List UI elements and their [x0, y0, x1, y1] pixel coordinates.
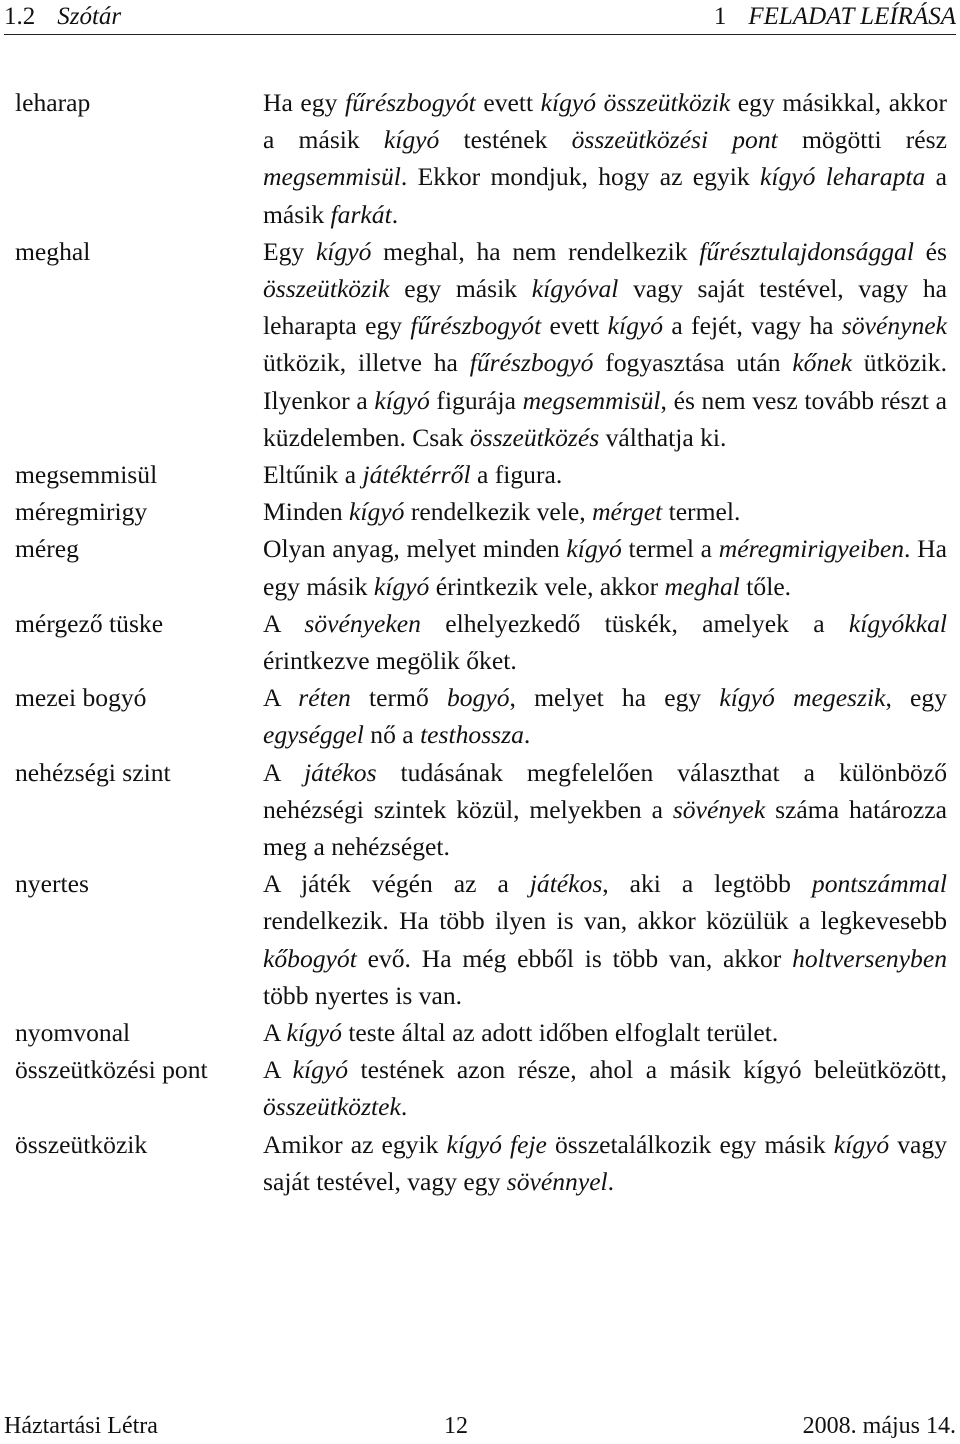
glossary-entry	[15, 754, 947, 866]
definition-term-reference: kígyó	[833, 1129, 890, 1159]
glossary-term: nyertes	[15, 869, 89, 899]
glossary-definition	[263, 530, 947, 604]
definition-term-reference: összeütköztek	[263, 1092, 401, 1122]
definition-text: válthatja ki.	[599, 422, 727, 452]
definition-text: .	[391, 199, 399, 229]
definition-term-reference: sövények	[672, 794, 766, 824]
definition-text: evett	[475, 88, 541, 117]
glossary-entry	[15, 493, 947, 530]
definition-text: rendelkezik. Ha több ilyen is van, akkor közülük a legkevesebb	[263, 906, 947, 936]
definition-term-reference: kígyó feje	[446, 1129, 547, 1159]
definition-term-reference: bogyó	[446, 683, 510, 713]
definition-text: Amikor az egyik	[263, 1129, 447, 1159]
definition-text	[815, 162, 825, 191]
definition-term-reference: fűrésztulajdonsággal	[699, 236, 914, 266]
running-header	[4, 0, 956, 35]
definition-text: figurája	[429, 385, 523, 415]
definition-term-reference: kígyó	[349, 497, 405, 527]
definition-text: fogyasztása után	[593, 348, 793, 378]
definition-text: evő. Ha még ebből is több van, akkor	[356, 943, 793, 973]
glossary-entry	[15, 530, 947, 604]
glossary-definition	[263, 1051, 947, 1125]
definition-text: elhelyezkedő tüskék, amelyek a	[420, 608, 849, 638]
glossary-term: megsemmisül	[15, 460, 158, 490]
definition-text: testének azon része, ahol a másik kígyó beleütközött,	[348, 1055, 947, 1085]
definition-term-reference: összeütközik	[263, 274, 390, 304]
definition-term-reference: sövénynek	[841, 311, 948, 341]
definition-term-reference: kígyó	[292, 1055, 349, 1085]
definition-term-reference: sövényeken	[304, 608, 421, 638]
definition-text: vagy saját testével, vagy egy	[263, 1129, 947, 1196]
definition-text: termel a	[621, 534, 719, 564]
definition-term-reference: játékos	[304, 757, 377, 787]
glossary-entry	[15, 1051, 947, 1125]
glossary-term: meghal	[15, 236, 91, 266]
definition-term-reference: meghal	[664, 571, 740, 601]
definition-text: teste által az adott időben elfoglalt terület.	[341, 1018, 779, 1048]
definition-text: . Ha egy másik	[263, 534, 947, 601]
definition-text: nő a	[363, 720, 421, 750]
glossary-term: nyomvonal	[15, 1018, 131, 1048]
definition-text: , melyet ha egy	[509, 683, 720, 713]
definition-text: egy másik	[389, 274, 532, 304]
glossary-list	[15, 84, 947, 1200]
definition-term-reference: megsemmisül	[263, 162, 401, 192]
definition-term-reference: kígyó	[607, 311, 664, 341]
definition-text: egy másikkal, akkor a másik	[263, 88, 947, 155]
glossary-entry	[15, 233, 947, 456]
header-chapter	[714, 0, 956, 34]
footer-date: 2008. május 14.	[802, 1413, 956, 1439]
glossary-term: mérgező tüske	[15, 608, 164, 638]
glossary-entry	[15, 1014, 947, 1051]
definition-term-reference: holtversenyben	[792, 943, 947, 973]
footer-page-number: 12	[444, 1413, 468, 1439]
header-section	[4, 0, 121, 34]
definition-text: testének	[439, 125, 572, 155]
definition-term-reference: kígyó	[719, 683, 775, 713]
definition-term-reference: leharapta	[825, 162, 926, 192]
definition-text: meghal, ha nem rendelkezik	[371, 236, 700, 266]
glossary-definition	[263, 456, 947, 493]
header-chapter-number: 1	[713, 3, 727, 30]
glossary-definition	[263, 754, 947, 866]
definition-text: .	[523, 720, 531, 750]
definition-term-reference: mérget	[592, 497, 663, 527]
glossary-definition	[263, 679, 947, 753]
definition-term-reference: kígyókkal	[848, 608, 947, 638]
definition-text: tudásának megfelelően választhat a különböző nehézségi szintek közül, melyekben a	[263, 757, 947, 824]
glossary-entry	[15, 605, 947, 679]
definition-text: A	[263, 683, 299, 713]
definition-text: mögötti rész	[777, 125, 947, 155]
definition-term-reference: kígyó	[315, 236, 372, 266]
definition-term-reference: testhossza	[420, 720, 524, 750]
definition-term-reference: fűrészbogyót	[410, 311, 542, 341]
definition-text: és	[913, 236, 947, 266]
definition-term-reference: pontszámmal	[811, 869, 947, 899]
definition-term-reference: méregmirigyeiben	[718, 534, 905, 564]
definition-text	[775, 683, 793, 712]
definition-text: vagy saját testével, vagy ha leharapta egy	[263, 274, 947, 341]
definition-text: Olyan anyag, melyet minden	[263, 534, 567, 564]
definition-text: A	[263, 757, 305, 787]
definition-text: termel.	[662, 497, 741, 527]
glossary-entry	[15, 865, 947, 1014]
definition-term-reference: sövénnyel	[506, 1166, 608, 1196]
definition-text: A	[263, 608, 305, 638]
definition-term-reference: kígyó	[383, 125, 440, 155]
definition-term-reference: összeütközés	[469, 422, 600, 452]
definition-text: érintkezik vele, akkor	[429, 571, 665, 601]
definition-term-reference: kígyó	[540, 88, 597, 117]
definition-text: A	[263, 1055, 293, 1085]
definition-term-reference: kígyó	[374, 385, 430, 415]
definition-term-reference: kígyó	[566, 534, 622, 564]
definition-text: Minden	[263, 497, 350, 527]
definition-text: tőle.	[739, 571, 792, 601]
definition-term-reference: kőnek	[792, 348, 852, 378]
definition-term-reference: összeütközik	[603, 88, 731, 117]
glossary-definition	[263, 493, 947, 530]
header-section-title: Szótár	[57, 3, 122, 30]
definition-text: összetalálkozik egy másik	[546, 1129, 834, 1159]
definition-term-reference: fűrészbogyót	[344, 88, 476, 117]
glossary-term: mezei bogyó	[15, 683, 147, 713]
glossary-definition	[263, 605, 947, 679]
definition-term-reference: megsemmisül	[522, 385, 661, 415]
definition-text: Egy	[263, 236, 316, 266]
definition-text: a fejét, vagy ha	[663, 311, 842, 341]
glossary-definition	[263, 1126, 947, 1200]
definition-text: ütközik. Ilyenkor a	[263, 348, 947, 415]
definition-text	[596, 88, 604, 117]
glossary-definition	[263, 233, 947, 456]
definition-term-reference: játékos	[529, 869, 603, 899]
definition-text: a másik	[263, 162, 947, 229]
glossary-definition	[263, 1014, 947, 1051]
glossary-definition	[263, 865, 947, 1014]
glossary-term: méreg	[15, 534, 79, 564]
glossary-entry	[15, 1126, 947, 1200]
glossary-entry	[15, 679, 947, 753]
definition-term-reference: játéktérről	[362, 460, 471, 490]
glossary-term: méregmirigy	[15, 497, 148, 527]
definition-term-reference: megeszik	[793, 683, 886, 713]
definition-text: A játék végén az a	[263, 869, 530, 899]
definition-term-reference: összeütközési pont	[571, 125, 778, 155]
definition-text: .	[607, 1166, 615, 1196]
definition-term-reference: kígyóval	[531, 274, 619, 304]
definition-text: rendelkezik vele,	[404, 497, 593, 527]
definition-term-reference: kígyó	[373, 571, 430, 601]
header-section-number: 1.2	[4, 3, 36, 30]
definition-text: több nyertes is van.	[263, 980, 463, 1010]
definition-text: termő	[350, 683, 447, 713]
glossary-term: leharap	[15, 88, 91, 117]
definition-text: , aki a legtöbb	[602, 869, 812, 899]
definition-text: ütközik, illetve ha	[263, 348, 470, 378]
glossary-entry	[15, 456, 947, 493]
definition-term-reference: kígyó	[286, 1018, 342, 1048]
definition-text: , egy	[885, 683, 947, 713]
footer-document-title: Háztartási Létra	[4, 1413, 158, 1439]
definition-text: A	[263, 1018, 287, 1048]
definition-text: Ha egy	[263, 88, 345, 117]
definition-text: , és nem vesz tovább részt a küzdelemben. Csak	[263, 385, 947, 452]
definition-term-reference: farkát	[330, 199, 392, 229]
glossary-term: nehézségi szint	[15, 757, 171, 787]
glossary-term: összeütközik	[15, 1129, 148, 1159]
definition-text: evett	[541, 311, 608, 341]
glossary-term: összeütközési pont	[15, 1055, 208, 1085]
definition-text: a figura.	[470, 460, 563, 490]
glossary-entry	[15, 84, 947, 233]
definition-text: .	[400, 1092, 408, 1122]
definition-text: . Ekkor mondjuk, hogy az egyik	[400, 162, 760, 192]
definition-term-reference: fűrészbogyó	[469, 348, 594, 378]
glossary-definition	[263, 84, 947, 233]
definition-term-reference: réten	[298, 683, 351, 713]
definition-text: érintkezve megölik őket.	[263, 646, 517, 676]
page-footer	[4, 1410, 956, 1442]
definition-term-reference: egységgel	[263, 720, 364, 750]
definition-term-reference: kőbogyót	[263, 943, 357, 973]
definition-text: Eltűnik a	[263, 460, 363, 490]
definition-text: száma határozza meg a nehézséget.	[263, 794, 947, 862]
definition-term-reference: kígyó	[760, 162, 816, 192]
header-chapter-title: FELADAT LEÍRÁSA	[748, 3, 956, 30]
